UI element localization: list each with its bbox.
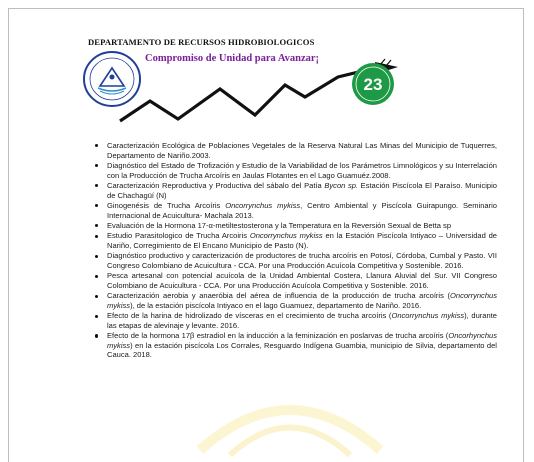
species-name: Oncorrynchus mykiss <box>249 231 323 241</box>
list-item-text <box>107 161 497 180</box>
list-item <box>93 311 497 330</box>
list-item <box>93 231 497 250</box>
species-name: Oncorhynchus mykiss <box>107 331 497 350</box>
species-name: Bycon sp. <box>324 180 359 190</box>
species-name: Oncorrynchus mykiss <box>107 291 497 310</box>
text-segment: ), de la estación piscícola Intiyaco en el lago Guamuez, departamento de Nariño. 2016. <box>130 300 422 310</box>
list-item <box>93 251 497 270</box>
text-segment: ) en la estación piscícola Los Corrales, Resguardo Indígena Guambia, municipio de Silvia, departamento del Cauca. 2018. <box>107 340 497 360</box>
bullet-icon <box>95 255 98 258</box>
bullet-icon <box>95 295 98 298</box>
list-item-text <box>107 231 497 250</box>
list-item-text <box>107 221 451 230</box>
list-item-text <box>107 271 497 290</box>
list-item-text <box>107 251 497 270</box>
university-seal-logo <box>82 50 142 108</box>
list-item-text <box>107 311 497 330</box>
list-item-text <box>107 181 497 200</box>
text-segment: Caracterización aerobia y anaeróbia del aérea de influencia de la producción de trucha arcoíris ( <box>107 291 451 301</box>
list-item-text <box>107 141 497 160</box>
text-segment: ), durante las etapas de alevinaje y levante. 2016. <box>107 311 497 330</box>
text-segment: Diagnóstico productivo y caracterización de productores de trucha arcoíris en Potosí, Córdoba, Cumbal y Pasto. VII Congreso Colombiano de Acuicultura - CCA. Por una Producción Acuícola Competitiva y Sostenible. 2016. <box>107 251 497 270</box>
list-item <box>93 141 497 160</box>
bullet-icon <box>95 164 98 167</box>
text-segment: Ginogenésis de Trucha Arcoíris <box>107 200 226 210</box>
list-item <box>93 181 497 200</box>
slogan-text: Compromiso de Unidad para Avanzar¡ <box>145 53 320 64</box>
bullet-icon <box>95 144 98 147</box>
text-segment: , Centro Ambiental y Piscícola Guirapungo. Seminario Internacional de Acuicultura- Machala 2013. <box>107 200 497 220</box>
publications-list <box>93 141 497 361</box>
text-segment: Evaluación de la Hormona 17-α-metiltestosterona y la Temperatura en la Reversión Sexual de Betta sp <box>107 220 452 230</box>
text-segment: Estudio Parasitologico de Trucha Arcoiris <box>107 231 250 241</box>
bullet-icon <box>95 224 98 227</box>
bullet-icon <box>95 315 98 318</box>
list-item-text <box>107 291 497 310</box>
list-item <box>93 291 497 310</box>
list-item-text <box>107 331 497 359</box>
anniversary-badge <box>351 62 395 106</box>
bullet-icon <box>95 235 98 238</box>
text-segment: Diagnóstico del Estado de Trofización y Estudio de la Variabilidad de los Parámetros Limnológicos y su Interrelación con la Producción de Trucha Arcoíris en Jaulas Flotantes en el Lago Guamuéz.2008. <box>107 160 497 180</box>
bullet-icon <box>95 204 98 207</box>
department-title: DEPARTAMENTO DE RECURSOS HIDROBIOLOGICOS <box>88 37 315 47</box>
text-segment: Caracterización Ecológica de Poblaciones Vegetales de la Reserva Natural Las Minas del Municipio de Tuquerres, Departamento de Nariño.2003. <box>107 141 497 160</box>
species-name: Oncorrynchus mykiss <box>391 311 465 321</box>
species-name: Oncorrynchus mykiss <box>225 200 301 210</box>
text-segment: Efecto de la harina de hidrolizado de vísceras en el crecimiento de trucha arcoíris ( <box>107 311 392 321</box>
list-item <box>93 201 497 220</box>
bullet-icon <box>95 334 98 337</box>
text-segment: Caracterización Reproductiva y Productiva del sábalo del Patía <box>107 180 325 190</box>
text-segment: Estación Piscícola El Paraíso. Municipio de Chachagüí (N) <box>107 180 498 200</box>
badge-number: 23 <box>363 75 383 94</box>
list-item <box>93 331 497 360</box>
bullet-icon <box>95 184 98 187</box>
text-segment: en la Estación Piscícola Intiyaco – Universidad de Nariño, Corregimiento de El Encano Municipio de Pasto (N). <box>107 231 497 250</box>
list-item <box>93 271 497 290</box>
list-item-text <box>107 201 497 220</box>
bullet-icon <box>95 275 98 278</box>
text-segment: Pesca artesanal con potencial acuícola de la Unidad Ambiental Costera, Llanura Aluvial del Sur. VII Congreso Colombiano de Acuicultura - CCA. Por una Producción Acuícola Competitiva y Sostenible. 2016. <box>107 271 497 290</box>
text-segment: Efecto de la hormona 17β estradiol en la inducción a la feminización en poslarvas de trucha arcoíris ( <box>107 331 449 341</box>
list-item <box>93 221 497 231</box>
list-item <box>93 161 497 180</box>
